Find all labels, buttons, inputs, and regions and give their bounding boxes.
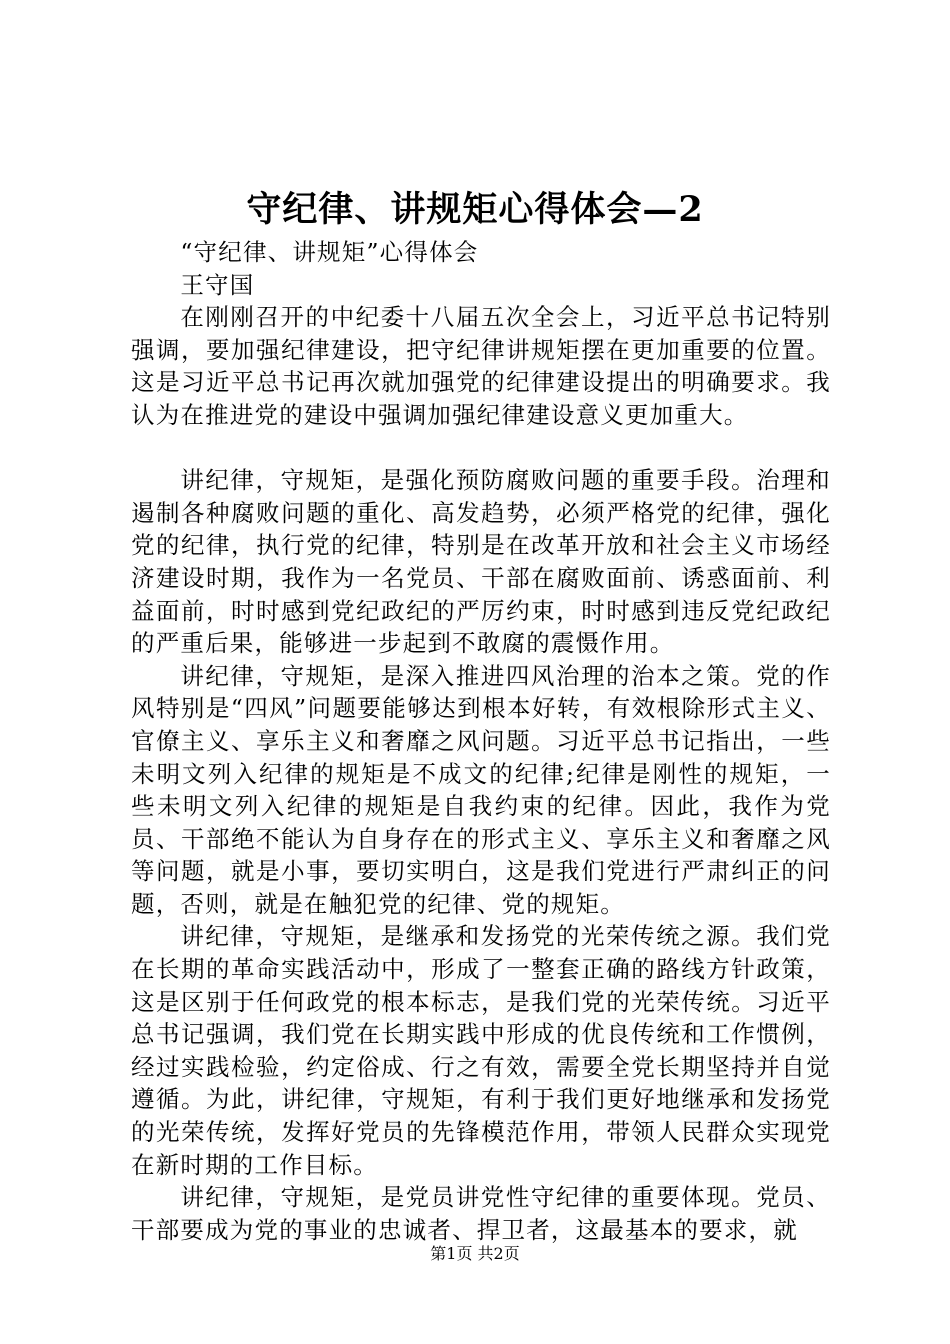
paragraph-5: 讲纪律，守规矩，是党员讲党性守纪律的重要体现。党员、干部要成为党的事业的忠诚者、捍卫者，这最基本的要求，就 <box>131 1183 831 1244</box>
paragraph-spacer <box>131 432 831 465</box>
document-title: 守纪律、讲规矩心得体会—2 <box>246 189 704 230</box>
paragraph-1: 在刚刚召开的中纪委十八届五次全会上，习近平总书记特别强调，要加强纪律建设，把守纪律讲规矩摆在更加重要的位置。这是习近平总书记再次就加强党的纪律建设提出的明确要求。我认为在推进党的建设中强调加强纪律建设意义更加重大。 <box>131 303 831 429</box>
document-subtitle: “守纪律、讲规矩”心得体会 <box>180 238 479 266</box>
page-footer: 第1页 共2页 <box>430 1244 520 1263</box>
paragraph-2: 讲纪律，守规矩，是强化预防腐败问题的重要手段。治理和遏制各种腐败问题的重化、高发趋势，必须严格党的纪律，强化党的纪律，执行党的纪律，特别是在改革开放和社会主义市场经济建设时期，我作为一名党员、干部在腐败面前、诱惑面前、利益面前，时时感到党纪政纪的严厉约束，时时感到违反党纪政纪的严重后果，能够进一步起到不敢腐的震慑作用。 <box>131 466 831 658</box>
paragraph-3: 讲纪律，守规矩，是深入推进四风治理的治本之策。党的作风特别是“四风”问题要能够达到根本好转，有效根除形式主义、官僚主义、享乐主义和奢靡之风问题。习近平总书记指出，一些未明文列入纪律的规矩是不成文的纪律;纪律是刚性的规矩，一些未明文列入纪律的规矩是自我约束的纪律。因此，我作为党员、干部绝不能认为自身存在的形式主义、享乐主义和奢靡之风等问题，就是小事，要切实明白，这是我们党进行严肃纠正的问题，否则，就是在触犯党的纪律、党的规矩。 <box>131 661 831 918</box>
document-author: 王守国 <box>180 270 255 299</box>
paragraph-4: 讲纪律，守规矩，是继承和发扬党的光荣传统之源。我们党在长期的革命实践活动中，形成了一整套正确的路线方针政策，这是区别于任何政党的根本标志，是我们党的光荣传统。习近平总书记强调，我们党在长期实践中形成的优良传统和工作惯例，经过实践检验，约定俗成、行之有效，需要全党长期坚持并自觉遵循。为此，讲纪律，守规矩，有利于我们更好地继承和发扬党的光荣传统，发挥好党员的先锋模范作用，带领人民群众实现党在新时期的工作目标。 <box>131 922 831 1179</box>
document-body <box>131 236 831 1246</box>
